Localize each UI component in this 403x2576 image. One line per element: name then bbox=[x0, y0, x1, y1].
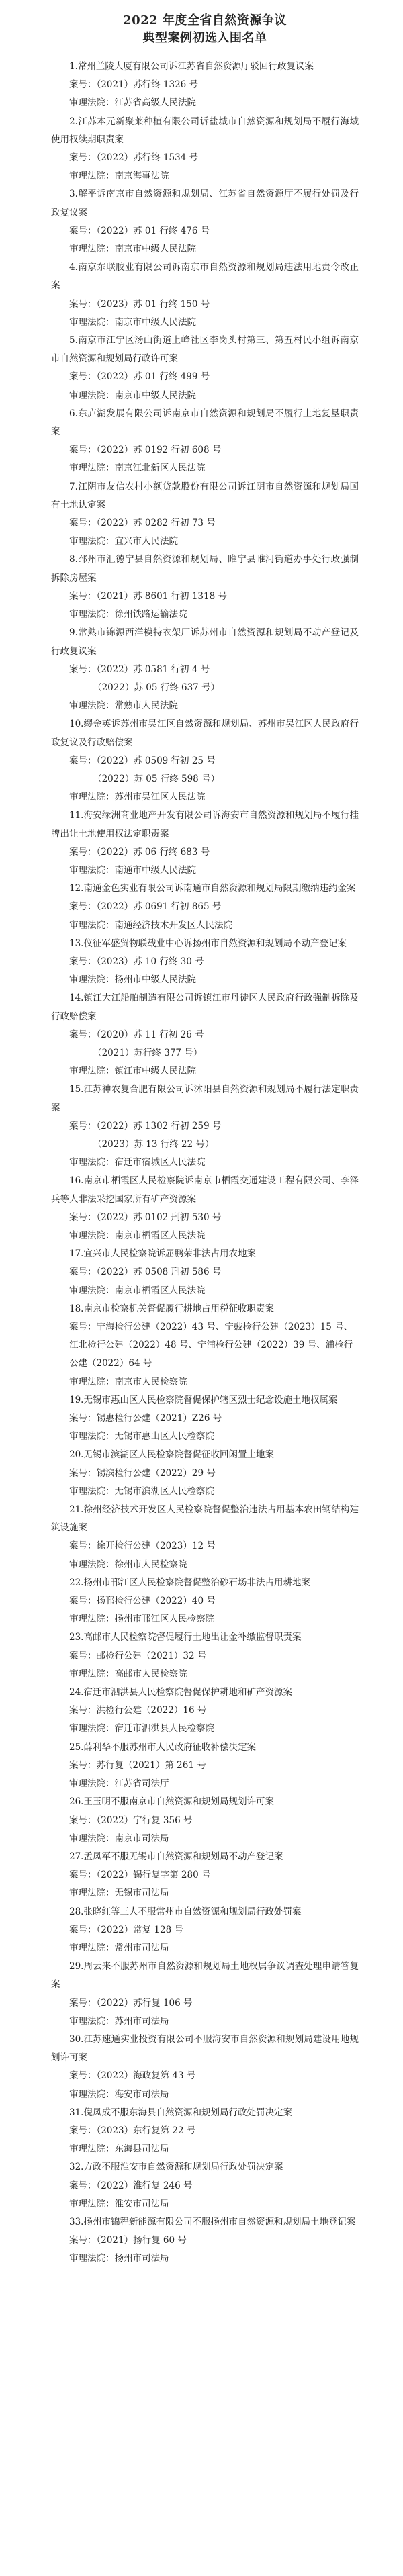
case-court bbox=[51, 1282, 359, 1300]
case-title: 2.江苏本元新聚莱种植有限公司诉盐城市自然资源和规划局不履行海域使用权续期职责案 bbox=[51, 116, 359, 145]
case-court bbox=[51, 314, 359, 332]
case-court-value: 徐州市人民检察院 bbox=[114, 1559, 187, 1570]
title-line-2: 典型案例初选入围名单 bbox=[142, 31, 267, 45]
case-title: 28.张晓红等三人不服常州市自然资源和规划局行政处罚案 bbox=[69, 1906, 302, 1917]
case-item bbox=[51, 880, 359, 935]
document-title bbox=[51, 12, 359, 47]
case-number bbox=[51, 953, 359, 971]
case-court-value: 南京江北新区人民法院 bbox=[114, 463, 206, 474]
case-number-value: （2021）苏行终 1326 号 bbox=[96, 79, 199, 91]
case-court bbox=[51, 1720, 359, 1738]
case-number-value: （2023）苏 01 行终 150 号 bbox=[96, 298, 210, 310]
case-court-label: 审理法院： bbox=[69, 2198, 115, 2209]
case-court-label: 审理法院： bbox=[69, 700, 115, 712]
case-item bbox=[51, 1903, 359, 1958]
title-line-1: 2022 年度全省自然资源争议 bbox=[123, 13, 287, 28]
case-court bbox=[51, 2013, 359, 2031]
case-number bbox=[51, 679, 359, 697]
case-title: 23.高邮市人民检察院督促履行土地出让金补缴监督职责案 bbox=[69, 1632, 302, 1643]
case-number bbox=[51, 1410, 359, 1428]
case-number-label: 案号： bbox=[69, 1759, 97, 1771]
case-court bbox=[51, 917, 359, 935]
case-number-value: 锡惠检行公建（2021）Z26 号 bbox=[96, 1413, 222, 1424]
case-court-value: 苏州市司法局 bbox=[114, 2015, 169, 2027]
case-number-value: （2022）苏 0282 行初 73 号 bbox=[96, 518, 216, 529]
case-item bbox=[51, 624, 359, 715]
case-court bbox=[51, 459, 359, 477]
case-item bbox=[51, 58, 359, 113]
case-court-value: 江苏省高级人民法院 bbox=[114, 97, 196, 109]
case-court-label: 审理法院： bbox=[69, 2253, 115, 2264]
case-item bbox=[51, 1574, 359, 1629]
case-court-label: 审理法院： bbox=[69, 2088, 115, 2100]
case-number-label: 案号： bbox=[69, 1650, 97, 1661]
case-number-label: 案号： bbox=[69, 846, 97, 858]
case-court-label: 审理法院： bbox=[69, 97, 115, 109]
case-court-label: 审理法院： bbox=[69, 1723, 115, 1735]
case-title: 10.缪金英诉苏州市吴江区自然资源和规划局、苏州市吴江区人民政府行政复议及行政赔偿案 bbox=[51, 719, 359, 748]
case-number bbox=[51, 295, 359, 314]
case-number bbox=[51, 2177, 359, 2195]
case-court-label: 审理法院： bbox=[69, 1888, 115, 1899]
case-court bbox=[51, 1428, 359, 1446]
case-number-value: （2023）苏 13 行终 22 号） bbox=[93, 1138, 214, 1150]
case-court bbox=[51, 1154, 359, 1172]
case-number bbox=[51, 1117, 359, 1136]
case-number-label: 案号： bbox=[69, 1029, 97, 1040]
case-number-label: 案号： bbox=[69, 1997, 97, 2009]
case-number-value: （2022）苏 0508 刑初 586 号 bbox=[96, 1267, 222, 1278]
case-title: 31.倪凤成不服东海县自然资源和规划局行政处罚决定案 bbox=[69, 2107, 292, 2118]
case-court bbox=[51, 1373, 359, 1391]
case-item bbox=[51, 2158, 359, 2213]
case-court-value: 扬州市司法局 bbox=[114, 2253, 169, 2264]
case-court bbox=[51, 697, 359, 715]
case-court-value: 南京市中级人民法院 bbox=[114, 389, 196, 401]
case-number-label: 案号： bbox=[69, 1211, 97, 1223]
case-title: 9.常熟市锦源西洋模特衣架厂诉苏州市自然资源和规划局不动产登记及行政复议案 bbox=[51, 627, 359, 657]
case-number-value: （2022）苏 06 行终 683 号 bbox=[96, 846, 210, 858]
case-court-label: 审理法院： bbox=[69, 1778, 115, 1790]
case-court-value: 南京海事法院 bbox=[114, 171, 169, 182]
case-title: 5.南京市江宁区汤山街道上峰社区李岗头村第三、第五村民小组诉南京市自然资源和规划局行政许可案 bbox=[51, 335, 359, 365]
case-item bbox=[51, 1245, 359, 1300]
case-title: 11.海安绿洲商业地产开发有限公司诉海安市自然资源和规划局不履行挂牌出让土地使用权法定职责案 bbox=[51, 810, 359, 839]
case-title: 22.扬州市邗江区人民检察院督促整治砂石场非法占用耕地案 bbox=[69, 1577, 310, 1588]
case-number bbox=[51, 1209, 359, 1227]
case-court bbox=[51, 1884, 359, 1902]
case-court bbox=[51, 788, 359, 807]
case-court bbox=[51, 1830, 359, 1848]
case-number-label: 案号： bbox=[69, 371, 97, 383]
case-number-value: 邮检行公建（2021）32 号 bbox=[96, 1650, 207, 1661]
case-item bbox=[51, 1958, 359, 2031]
case-court-value: 南京市司法局 bbox=[114, 1833, 169, 1844]
case-number-value: （2022）锡行复字第 280 号 bbox=[96, 1870, 211, 1881]
case-title: 24.宿迁市泗洪县人民检察院督促保护耕地和矿产资源案 bbox=[69, 1687, 292, 1698]
case-number-label: 案号： bbox=[69, 1596, 97, 1607]
case-title: 20.无锡市滨湖区人民检察院督促征收回闲置土地案 bbox=[69, 1449, 274, 1461]
case-number bbox=[51, 1044, 359, 1062]
case-title: 19.无锡市惠山区人民检察院督促保护辖区烈士纪念设施土地权属案 bbox=[69, 1394, 338, 1406]
case-court-label: 审理法院： bbox=[69, 1485, 115, 1497]
case-court-value: 徐州铁路运输法院 bbox=[114, 609, 187, 620]
case-court-label: 审理法院： bbox=[69, 1614, 115, 1625]
case-title: 29.周云来不服苏州市自然资源和规划局土地权属争议调查处理申请答复案 bbox=[51, 1961, 359, 1990]
case-court-label: 审理法院： bbox=[69, 1833, 115, 1844]
case-court-label: 审理法院： bbox=[69, 2015, 115, 2027]
case-court-value: 高邮市人民检察院 bbox=[114, 1668, 187, 1680]
case-court bbox=[51, 94, 359, 112]
case-item bbox=[51, 989, 359, 1080]
case-number bbox=[51, 1537, 359, 1555]
case-court-value: 南京市中级人民法院 bbox=[114, 244, 196, 255]
case-court-value: 镇江市中级人民法院 bbox=[114, 1066, 196, 1077]
case-court bbox=[51, 1939, 359, 1958]
case-court bbox=[51, 2195, 359, 2213]
case-item bbox=[51, 2031, 359, 2104]
case-number bbox=[51, 770, 359, 788]
case-court bbox=[51, 1610, 359, 1628]
case-item bbox=[51, 1080, 359, 1172]
case-number-value: （2022）苏 0691 行初 865 号 bbox=[96, 901, 222, 913]
case-number-label: 案号： bbox=[69, 2070, 97, 2082]
case-title: 8.邳州市汇德宁县自然资源和规划局、睢宁县睢河街道办事处行政强制拆除房屋案 bbox=[51, 554, 359, 584]
case-title: 13.仪征军盛贸物联载业中心诉扬州市自然资源和规划局不动产登记案 bbox=[69, 937, 347, 949]
case-item bbox=[51, 551, 359, 624]
case-title: 12.南通金色实业有限公司诉南通市自然资源和规划局限期缴纳违约金案 bbox=[69, 883, 356, 894]
case-court-label: 审理法院： bbox=[69, 1559, 115, 1570]
case-number-value: （2021）扬行复 60 号 bbox=[96, 2235, 187, 2246]
case-court-value: 宜兴市人民法院 bbox=[114, 536, 178, 547]
case-court-label: 审理法院： bbox=[69, 1157, 115, 1168]
case-court bbox=[51, 2140, 359, 2158]
case-item bbox=[51, 1446, 359, 1501]
case-court-value: 南京市人民检察院 bbox=[114, 1376, 187, 1387]
case-title: 25.薛利华不服苏州市人民政府征收补偿决定案 bbox=[69, 1741, 256, 1753]
case-list bbox=[51, 58, 359, 2268]
case-number-value: 苏行复（2021）第 261 号 bbox=[96, 1759, 206, 1771]
case-title: 16.南京市栖霞区人民检察院诉南京市栖霞交通建设工程有限公司、李泽兵等人非法采挖国家所有矿产资源案 bbox=[51, 1175, 359, 1205]
case-court-label: 审理法院： bbox=[69, 1285, 115, 1296]
case-number-value: （2022）苏 1302 行初 259 号 bbox=[96, 1120, 222, 1132]
case-court-label: 审理法院： bbox=[69, 1668, 115, 1680]
case-court-label: 审理法院： bbox=[69, 1066, 115, 1077]
case-court-value: 常熟市人民法院 bbox=[114, 700, 178, 712]
case-number bbox=[51, 588, 359, 606]
case-number-label: 案号： bbox=[69, 225, 97, 236]
case-number bbox=[51, 1263, 359, 1281]
case-number-label: 案号： bbox=[69, 1540, 97, 1552]
case-number-value: （2021）苏 8601 行初 1318 号 bbox=[96, 590, 227, 602]
case-item bbox=[51, 1628, 359, 1684]
case-item bbox=[51, 259, 359, 332]
case-number-label: 案号： bbox=[69, 1467, 97, 1479]
case-number bbox=[51, 149, 359, 167]
case-court-label: 审理法院： bbox=[69, 171, 115, 182]
case-number-value: （2022）苏 0509 行初 25 号 bbox=[96, 755, 216, 766]
case-number-value: （2022）苏 05 行终 637 号） bbox=[93, 682, 220, 693]
case-court-label: 审理法院： bbox=[69, 1376, 115, 1387]
case-title: 4.南京东联胶业有限公司诉南京市自然资源和规划局违法用地责令改正案 bbox=[51, 262, 359, 291]
case-number-value: 徐开检行公建（2023）12 号 bbox=[96, 1540, 216, 1552]
case-court bbox=[51, 533, 359, 551]
case-court-value: 南通经济技术开发区人民法院 bbox=[114, 919, 232, 931]
case-court-label: 审理法院： bbox=[69, 609, 115, 620]
case-court bbox=[51, 167, 359, 185]
case-court-value: 无锡市司法局 bbox=[114, 1888, 169, 1899]
case-court-value: 海安市司法局 bbox=[114, 2088, 169, 2100]
case-item bbox=[51, 332, 359, 405]
case-number-value: （2022）海政复第 43 号 bbox=[96, 2070, 196, 2082]
case-title: 30.江苏速通实业投资有限公司不服海安市自然资源和规划局建设用地规划许可案 bbox=[51, 2033, 359, 2064]
case-court-value: 扬州市邗江区人民检察院 bbox=[114, 1614, 214, 1625]
case-number-label: 案号： bbox=[69, 2125, 97, 2136]
case-court bbox=[51, 862, 359, 880]
case-court-value: 南京市栖霞区人民法院 bbox=[114, 1230, 206, 1241]
case-number-value: 锡滨检行公建（2022）29 号 bbox=[96, 1467, 216, 1479]
case-number-label: 案号： bbox=[69, 956, 97, 967]
case-number bbox=[51, 222, 359, 240]
case-item bbox=[51, 807, 359, 880]
case-court bbox=[51, 1775, 359, 1793]
case-number bbox=[51, 661, 359, 679]
case-title: 1.常州兰陵大厦有限公司诉江苏省自然资源厅驳回行政复议案 bbox=[69, 61, 314, 72]
case-number-label: 案号： bbox=[69, 79, 97, 91]
case-number-value: （2022）苏 0192 行初 608 号 bbox=[96, 445, 222, 456]
case-number bbox=[51, 2232, 359, 2250]
case-number-label: 案号： bbox=[69, 755, 97, 766]
case-item bbox=[51, 1848, 359, 1903]
case-court-value: 淮安市司法局 bbox=[114, 2198, 169, 2209]
case-item bbox=[51, 715, 359, 807]
case-court-label: 审理法院： bbox=[69, 792, 115, 803]
case-item bbox=[51, 1391, 359, 1446]
case-item bbox=[51, 2213, 359, 2268]
case-number bbox=[51, 1702, 359, 1720]
case-number-value: 洪检行公建（2022）16 号 bbox=[96, 1705, 207, 1716]
case-number-label: 案号： bbox=[69, 518, 97, 529]
case-court bbox=[51, 1062, 359, 1080]
case-number-value: 宁海检行公建（2022）43 号、宁鼓检行公建（2023）15 号、江北检行公建（2022）48 号、宁浦检行公建（2022）39 号、浦检行公建（2022）64 号 bbox=[69, 1322, 353, 1369]
case-title: 32.方政不服淮安市自然资源和规划局行政处罚决定案 bbox=[69, 2162, 283, 2173]
case-court bbox=[51, 1665, 359, 1684]
case-court-value: 江苏省司法厅 bbox=[114, 1778, 169, 1790]
case-item bbox=[51, 1300, 359, 1391]
case-number-label: 案号： bbox=[69, 1120, 97, 1132]
case-title: 21.徐州经济技术开发区人民检察院督促整治违法占用基本农田钢结构建筑设施案 bbox=[51, 1504, 359, 1534]
case-court bbox=[51, 387, 359, 405]
case-number bbox=[51, 1994, 359, 2013]
case-number-label: 案号： bbox=[69, 663, 97, 675]
case-court-value: 苏州市吴江区人民法院 bbox=[114, 792, 206, 803]
case-court-label: 审理法院： bbox=[69, 463, 115, 474]
case-number bbox=[51, 1465, 359, 1483]
case-number bbox=[51, 1318, 359, 1373]
case-number bbox=[51, 2067, 359, 2085]
case-court-value: 南京市栖霞区人民法院 bbox=[114, 1285, 206, 1296]
case-number-value: （2023）苏 10 行终 30 号 bbox=[96, 956, 204, 967]
case-number bbox=[51, 368, 359, 386]
case-court-label: 审理法院： bbox=[69, 1431, 115, 1442]
case-court-label: 审理法院： bbox=[69, 536, 115, 547]
case-number bbox=[51, 76, 359, 94]
case-number-label: 案号： bbox=[69, 1870, 97, 1881]
case-court-value: 南通市中级人民法院 bbox=[114, 864, 196, 876]
case-number-label: 案号： bbox=[69, 2235, 97, 2246]
case-number-value: （2022）常复 128 号 bbox=[96, 1924, 183, 1935]
case-court bbox=[51, 1556, 359, 1574]
case-number bbox=[51, 1812, 359, 1830]
case-title: 27.孟凤军不服无锡市自然资源和规划局不动产登记案 bbox=[69, 1851, 283, 1862]
case-number-value: （2022）苏 01 行终 499 号 bbox=[96, 371, 210, 383]
case-court bbox=[51, 240, 359, 259]
case-court-value: 常州市司法局 bbox=[114, 1942, 169, 1953]
case-number-value: （2020）苏 11 行初 26 号 bbox=[96, 1029, 204, 1040]
case-item bbox=[51, 935, 359, 990]
case-title: 18.南京市检察机关督促履行耕地占用税征收职责案 bbox=[69, 1303, 274, 1314]
case-court-value: 宿迁市泗洪县人民检察院 bbox=[114, 1723, 214, 1735]
case-number bbox=[51, 843, 359, 862]
case-number bbox=[51, 2122, 359, 2140]
case-item bbox=[51, 1684, 359, 1739]
case-item bbox=[51, 1501, 359, 1574]
case-number-label: 案号： bbox=[69, 1705, 97, 1716]
case-item bbox=[51, 478, 359, 551]
case-court-value: 扬州市中级人民法院 bbox=[114, 974, 196, 986]
case-number-label: 案号： bbox=[69, 1413, 97, 1424]
case-title: 7.江阴市友信农村小额贷款股份有限公司诉江阴市自然资源和规划局国有土地认定案 bbox=[51, 481, 359, 510]
case-number bbox=[51, 898, 359, 916]
case-number bbox=[51, 441, 359, 459]
case-court-label: 审理法院： bbox=[69, 919, 115, 931]
case-item bbox=[51, 113, 359, 186]
case-title: 33.扬州市锦程新能源有限公司不服扬州市自然资源和规划局土地登记案 bbox=[69, 2216, 356, 2227]
case-court bbox=[51, 2086, 359, 2104]
case-number-value: （2022）苏 01 行终 476 号 bbox=[96, 225, 210, 236]
case-number-label: 案号： bbox=[69, 1814, 97, 1826]
case-title: 3.解平诉南京市自然资源和规划局、江苏省自然资源厅不履行处罚及行政复议案 bbox=[51, 189, 359, 218]
case-court bbox=[51, 1483, 359, 1501]
case-item bbox=[51, 1172, 359, 1245]
case-court-label: 审理法院： bbox=[69, 1230, 115, 1241]
case-court-label: 审理法院： bbox=[69, 316, 115, 328]
case-court-value: 无锡市滨湖区人民检察院 bbox=[114, 1485, 214, 1497]
case-number-label: 案号： bbox=[69, 2180, 97, 2191]
case-court-value: 宿迁市宿城区人民法院 bbox=[114, 1157, 206, 1168]
case-number-label: 案号： bbox=[69, 1924, 97, 1935]
case-court bbox=[51, 606, 359, 624]
case-title: 15.江苏神农复合肥有限公司诉沭阳县自然资源和规划局不履行法定职责案 bbox=[51, 1084, 359, 1113]
case-number-value: （2022）苏 0102 刑初 530 号 bbox=[96, 1211, 222, 1223]
case-number-value: （2022）苏 0581 行初 4 号 bbox=[96, 663, 210, 675]
case-number-label: 案号： bbox=[69, 1267, 97, 1278]
case-number bbox=[51, 752, 359, 770]
case-court-value: 东海县司法局 bbox=[114, 2144, 169, 2155]
case-number-value: 扬邗检行公建（2022）40 号 bbox=[96, 1596, 216, 1607]
case-number-label: 案号： bbox=[69, 152, 97, 164]
case-court-label: 审理法院： bbox=[69, 974, 115, 986]
case-number-label: 案号： bbox=[69, 298, 97, 310]
case-item bbox=[51, 1739, 359, 1794]
case-number-label: 案号： bbox=[69, 590, 97, 602]
case-item bbox=[51, 2104, 359, 2159]
case-court-value: 无锡市惠山区人民检察院 bbox=[114, 1431, 214, 1442]
case-court bbox=[51, 2250, 359, 2268]
case-number-value: （2021）苏行终 377 号） bbox=[93, 1047, 203, 1058]
case-court-label: 审理法院： bbox=[69, 2144, 115, 2155]
case-number-value: （2023）东行复第 22 号 bbox=[96, 2125, 196, 2136]
case-number bbox=[51, 1136, 359, 1154]
case-number-label: 案号： bbox=[69, 445, 97, 456]
case-number-value: （2022）苏行复 106 号 bbox=[96, 1997, 193, 2009]
case-court bbox=[51, 971, 359, 989]
case-item bbox=[51, 1793, 359, 1848]
case-number-value: （2022）苏 05 行终 598 号） bbox=[93, 773, 220, 784]
case-number-value: （2022）淮行复 246 号 bbox=[96, 2180, 193, 2191]
case-number bbox=[51, 1921, 359, 1939]
case-title: 17.宜兴市人民检察院诉屈鹏荣非法占用农地案 bbox=[69, 1248, 256, 1260]
case-court bbox=[51, 1227, 359, 1245]
case-number-label: 案号： bbox=[69, 901, 97, 913]
case-court-value: 南京市中级人民法院 bbox=[114, 316, 196, 328]
case-title: 14.镇江大江船舶制造有限公司诉镇江市丹徒区人民政府行政强制拆除及行政赔偿案 bbox=[51, 993, 359, 1022]
case-item bbox=[51, 185, 359, 259]
case-number bbox=[51, 1757, 359, 1775]
case-number bbox=[51, 514, 359, 533]
case-number bbox=[51, 1592, 359, 1610]
case-title: 26.王玉明不服南京市自然资源和规划局规划许可案 bbox=[69, 1796, 274, 1808]
case-number bbox=[51, 1647, 359, 1665]
case-title: 6.东庐湖发展有限公司诉南京市自然资源和规划局不履行土地复垦职责案 bbox=[51, 408, 359, 438]
case-court-label: 审理法院： bbox=[69, 244, 115, 255]
case-court-label: 审理法院： bbox=[69, 864, 115, 876]
case-court-label: 审理法院： bbox=[69, 1942, 115, 1953]
case-number-value: （2022）苏行终 1534 号 bbox=[96, 152, 199, 164]
case-item bbox=[51, 405, 359, 478]
case-number-label: 案号： bbox=[69, 1322, 97, 1333]
case-number bbox=[51, 1026, 359, 1044]
case-court-label: 审理法院： bbox=[69, 389, 115, 401]
case-number-value: （2022）宁行复 356 号 bbox=[96, 1814, 193, 1826]
case-number bbox=[51, 1866, 359, 1884]
